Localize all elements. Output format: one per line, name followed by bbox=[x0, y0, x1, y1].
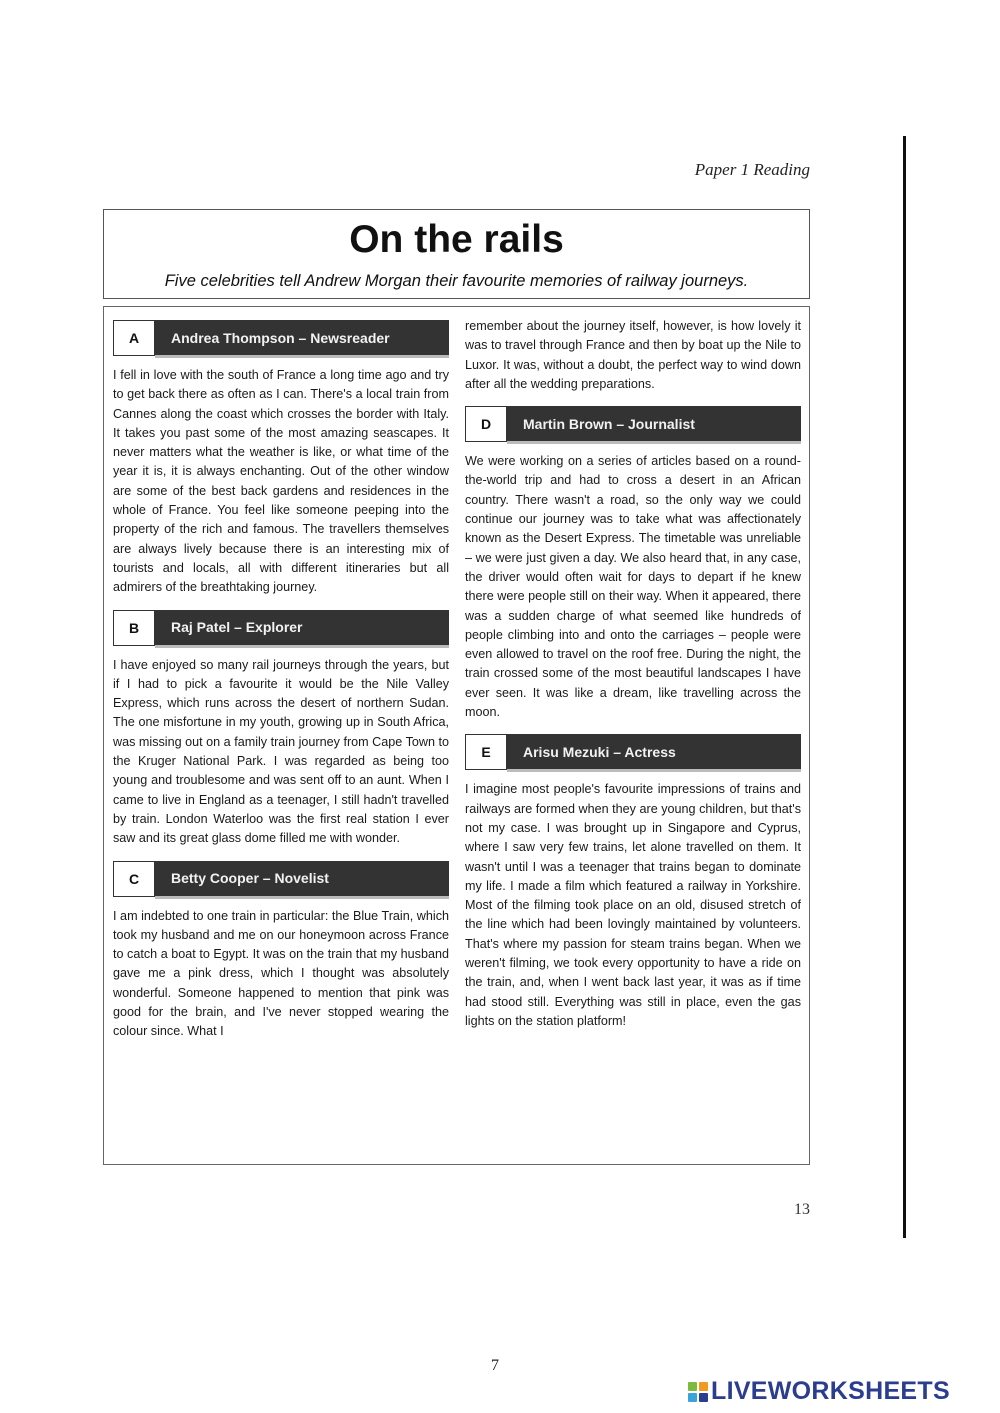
section-header-b bbox=[113, 610, 449, 648]
section-letter: D bbox=[465, 406, 507, 442]
section-header-e bbox=[465, 734, 801, 772]
logo-text: LIVEWORKSHEETS bbox=[711, 1377, 950, 1405]
running-head: Paper 1 Reading bbox=[694, 160, 810, 179]
section-letter: E bbox=[465, 734, 507, 770]
section-text-c: I am indebted to one train in particular: the Blue Train, which took my husband and me on our honeymoon across France to catch a boat to Egypt. It was on the train that my husband gave me a pink dress, which I thought was absolutely wonderful. Someone happened to mention that pink was good for the brain, and I've never stopped wearing the colour since. What I bbox=[113, 908, 449, 1039]
section-name: Andrea Thompson – Newsreader bbox=[155, 320, 449, 358]
section-name: Betty Cooper – Novelist bbox=[155, 861, 449, 899]
section-header-a bbox=[113, 320, 449, 358]
liveworksheets-logo bbox=[688, 1377, 950, 1406]
section-name: Arisu Mezuki – Actress bbox=[507, 734, 801, 772]
page-number: 13 bbox=[794, 1201, 810, 1218]
page-edge-shadow bbox=[903, 136, 906, 1238]
section-name: Martin Brown – Journalist bbox=[507, 406, 801, 444]
logo-grid-icon bbox=[688, 1382, 708, 1402]
section-text-e: I imagine most people's favourite impressions of trains and railways are formed when they are young children, but that's not my case. I was brought up in Singapore and Cyprus, where I saw very few trains, let alone travelled on them. It wasn't until I was a teenager that trains began to dominate my life. I made a film which featured a railway in Yorkshire. Most of the filming took place on an old, disused stretch of the line which had been lovingly maintained by volunteers. That's where my passion for steam trains began. When we weren't filming, we took every opportunity to have a ride on the train, and, when I went back last year, it was as if time had stood still. Everything was still in place, even the gas lights on the station platform! bbox=[465, 782, 801, 1028]
title-box bbox=[103, 209, 810, 299]
section-header-d bbox=[465, 406, 801, 444]
right-column bbox=[465, 317, 801, 1031]
article-title: On the rails bbox=[349, 218, 564, 261]
article-subtitle: Five celebrities tell Andrew Morgan their favourite memories of railway journeys. bbox=[164, 272, 749, 290]
section-letter: B bbox=[113, 610, 155, 646]
section-header-c bbox=[113, 861, 449, 899]
left-column bbox=[113, 320, 449, 1042]
section-text-d: We were working on a series of articles based on a round-the-world trip and had to cross a desert in an African country. There wasn't a road, so the only way we could continue our journey was to take what was affectionately known as the Desert Express. The timetable was unreliable – we were just given a day. We also heard that, in any case, the driver would often wait for days to depart if he knew there were people still on their way. When it appeared, there was a sudden charge of what seemed like hundreds of people climbing into and onto the carriages – people were even allowed to travel on the roof free. During the night, the train crossed some of the most beautiful landscapes I have ever seen. It was like a dream, like travelling across the moon. bbox=[465, 454, 801, 720]
section-text-a: I fell in love with the south of France a long time ago and try to get back there as often as I can. There's a local train from Cannes along the coast which crosses the border with Italy. It takes you past some of the most amazing seascapes. It never matters what the weather is like, or what time of the year it is, it is always enchanting. Out of the other window are some of the best back gardens and residences in the whole of France. You feel like someone peeping into the property of the rich and famous. The travellers themselves are always lively because there is an interesting mix of tourists and locals, all with different itineraries but all admirers of the breathtaking journey. bbox=[113, 368, 449, 595]
section-name: Raj Patel – Explorer bbox=[155, 610, 449, 648]
section-text-b: I have enjoyed so many rail journeys through the years, but if I had to pick a favourite it would be the Nile Valley Express, which runs across the desert of northern Sudan. The one misfortune in my youth, growing up in South Africa, was missing out on a family train journey from Cape Town to the Kruger National Park. I was regarded as being too young and troublesome and was sent off to an aunt. When I came to live in England as a teenager, I still hadn't travelled by train. London Waterloo was the first real station I ever saw and its great glass dome filled me with wonder. bbox=[113, 657, 449, 846]
section-letter: A bbox=[113, 320, 155, 356]
section-text-c-continued: remember about the journey itself, however, is how lovely it was to travel through France and then by boat up the Nile to Luxor. It was, without a doubt, the perfect way to wind down after all the wedding preparations. bbox=[465, 319, 801, 391]
sheet-number: 7 bbox=[491, 1357, 499, 1374]
section-letter: C bbox=[113, 861, 155, 897]
